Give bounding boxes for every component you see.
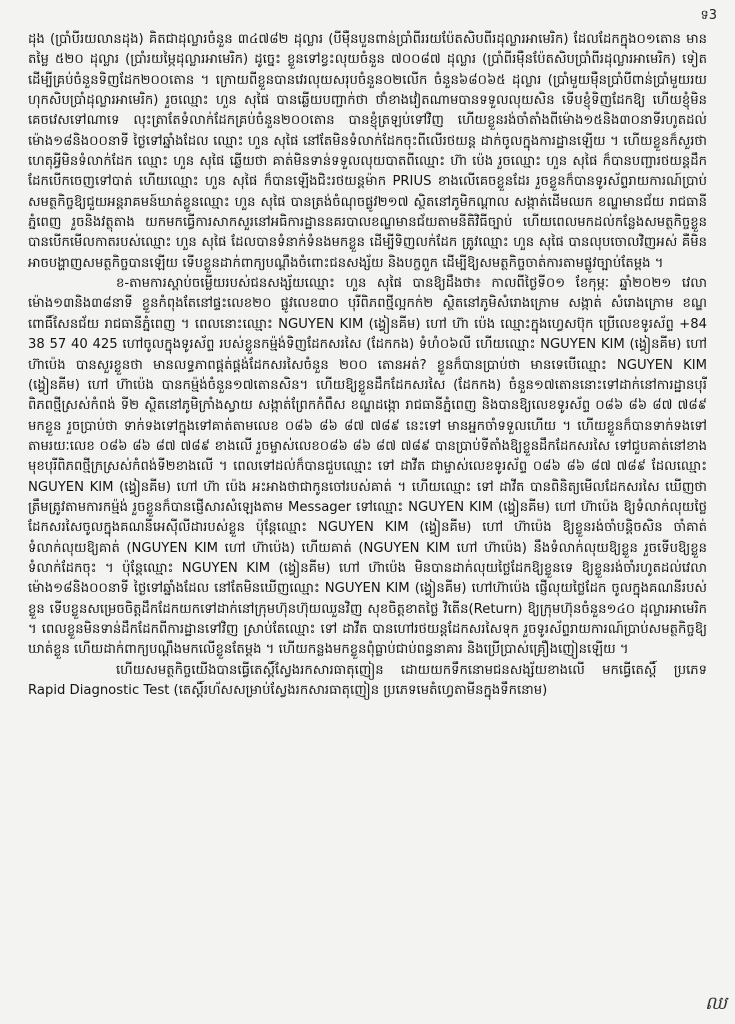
handwritten-initials: ឈ [705, 993, 727, 1014]
paragraph-continued-account: ដុង (ប្រាំបីរយលានដុង) គិតជាដុល្លារចំនួន ៣៤៧៨២ ដុល្លារ (បីម៉ឺនបួនពាន់ប្រាំពីររយប៉ែតសិបពីរដុល្លារអាមេរិក) ដែលដែកក្នុង០១តោន មានតម្លៃ ៥២០ ដុល្លារ (ប្រាំរយម្ភៃដុល្លារអាមេរិក) ដូច្នេះ ខ្លួនទៅខ្វះលុយចំនួន ៧០០៨៧ ដុល្លារ (ប្រាំពីរម៉ឺនប៉ែតសិបប្រាំពីរដុល្លារអាមេរិក) ទៀត ដើម្បីគ្រប់ចំនួនទិញដែក២០០តោន ។ ក្រោយពីខ្លួនបានវេរលុយសរុបចំនួន០២លើក ចំនួន៦៨០៦៥ ដុល្លារ (ប្រាំមួយម៉ឺនប្រាំបីពាន់ប្រាំមួយរយហុកសិបប្រាំដុល្លារអាមេរិក) រួចឈ្មោះ ហួន សុផៃ បានឆ្លើយបញ្ជាក់ថា ថាំខាងវៀតណាមបានទទួលលុយសិន ទើបខ្ញុំទិញដែកឱ្យ ហើយខ្ញុំមិនគេចវេសទៅណាទេ លុះត្រាតែទំលាក់ដែកគ្រប់ចំនួន២០០តោន បានខ្ញុំត្រឡប់ទៅវិញ ហើយខ្លួនរង់ចាំតាំងពីម៉ោង១៥និង៣០នាទីរហូតដល់ម៉ោង១៨និង០០នាទី ថ្ងៃទៅឆ្នាំងដែល ឈ្មោះ ហួន សុផៃ នៅតែមិនទំលាក់ដែកចុះពីលើរថយន្ត ដាក់ចូលក្នុងការដ្ឋានឡើយ ។ ហើយខ្លួនក៏សួរថា ហេតុអ្វីមិនទំលាក់ដែក ឈ្មោះ ហួន សុផៃ ឆ្លើយថា គាត់មិនទាន់ទទួលលុយបាតពីឈ្មោះ ហ៊ា ប៉េង រួចឈ្មោះ ហួន សុផៃ ក៏បានបញ្ជារថយន្តដឹកដែកបើកចេញទៅបាត់ ហើយឈ្មោះ ហួន សុផៃ ក៏បានឡើងជិះរថយន្តម៉ាក PRIUS ខាងលើគេចខ្លួនដែរ រួចខ្លួនក៏បានទូរស័ព្ទរាយការណ៍ប្រាប់សមត្ថកិច្ចឱ្យជួយអន្តរាគមន៍ឃាត់ខ្លួនឈ្មោះ ហួន សុផៃ បានត្រង់ចំណុចផ្លូវ២១៧ ស្ថិតនៅភូមិកណ្ដាល សង្កាត់ដើមឈក ខណ្ឌមានជ័យ រាជធានីភ្នំពេញ រួចនិងវត្ថុតាង យកមកធ្វើការសាកសួរនៅអធិការដ្ឋាននគរបាលខណ្ឌមានជ័យតាមនីតិវិធីច្បាប់ ហើយពេលមកដល់កន្លែងសមត្ថកិច្ចខ្លួនបានបើកមើលកាតរបស់ឈ្មោះ ហួន សុផៃ ដែលបានទំនាក់ទំនងមកខ្លួន ដើម្បីទិញលក់ដែក ត្រូវឈ្មោះ ហួន សុផៃ បានលុបចោលវិញអស់ គឺមិនអាចបង្ហាញសមត្ថកិច្ចបានឡើយ ទើបខ្លួនដាក់ពាក្យបណ្ដឹងចំពោះជនសង្ស័យ និងបក្ខពួក ដើម្បីឱ្យសមត្ថកិច្ចចាត់ការតាមផ្លូវច្បាប់តែម្ដង ។ [28, 32, 708, 271]
paragraph-drug-test: ហើយសមត្ថកិច្ចយើងបានធ្វើតេស្តិ៍ស្វែងរកសារធាតុញៀន ដោយយកទឹកនោមជនសង្ស័យខាងលើ មកធ្វើតេស្តិ៍ ប្រភេទ Rapid Diagnostic Test (តេស្តិ៍រហ័សសម្រាប់ស្វែងរកសារធាតុញៀន ប្រភេទមេតំហ្វេតាមីនក្នុងទឹកនោម) [28, 662, 707, 698]
page-number: ទ3 [700, 8, 717, 23]
document-body [28, 30, 707, 701]
paragraph-suspect-statement: ខ-តាមការស្ដាប់ចម្លើយរបស់ជនសង្ស័យឈ្មោះ ហួន សុផៃ បានឱ្យដឹងថា៖ កាលពីថ្ងៃទី០១ ខែកុម្ភៈ ឆ្នាំ២០២១ វេលាម៉ោង១៣និង៣៨នាទី ខ្លួនកំពុងតែនៅផ្ទះលេខ២០ ផ្លូវលេខ៣០ បុរីពិភពថ្មីល្អកក់២ ស្ថិតនៅភូមិសំរោងក្រោម សង្កាត់ សំរោងក្រោម ខណ្ឌពោធិ៍សែនជ័យ រាជធានីភ្នំពេញ ។ ពេលនោះឈ្មោះ NGUYEN KIM (ង្វៀនគីម) ហៅ ហ៊ា ប៉េង ឈ្មោះក្នុងហ្វេសប៊ុក ប្រើលេខទូរស័ព្ទ +84 38 57 40 425 ហៅចូលក្នុងទូរស័ព្ទ របស់ខ្លួនកម្ម៉ង់ទិញដែកសរសៃ (ដែកកង) ទំហំ០៦លី ហើយឈ្មោះ NGUYEN KIM (ង្វៀនគីម) ហៅ ហ៊ាប៉េង បានសួរខ្លួនថា មានលទ្ធភាពផ្គត់ផ្គង់ដែកសរសៃចំនួន ២០០ តោនអត់? ខ្លួនក៏បានប្រាប់ថា មានទេបើឈ្មោះ NGUYEN KIM (ង្វៀនគីម) ហៅ ហ៊ាប៉េង បានកម្ម៉ង់ចំនួន១៧តោនសិន។ ហើយឱ្យខ្លួនដឹកដែកសរសៃ (ដែកកង) ចំនួន១៧តោននោះទៅដាក់នៅការដ្ឋានបុរីពិភពថ្មីស្រស់កំពង់ ទី២ ស្ថិតនៅភូមិក្រាំងស្វាយ សង្កាត់ព្រែកកំពឹស ខណ្ឌដង្កោ រាជធានីភ្នំពេញ និងបានឱ្យលេខទូរស័ព្ទ ០៨៦ ៨៦ ៨៧ ៧៨៩ មកខ្លួន រួចប្រាប់ថា ទាក់ទងទៅក្នុងទៅគាត់តាមលេខ ០៨៦ ៨៦ ៨៧ ៧៨៩ នេះទៅ មានអ្នកចាំទទួលហើយ ។ ហើយខ្លួនក៏បានទាក់ទងទៅតាមរយៈលេខ ០៨៦ ៨៦ ៨៧ ៧៨៩ ខាងលើ រួចម្ចាស់លេខ០៨៦ ៨៦ ៨៧ ៧៨៩ បានប្រាប់ទីតាំងឱ្យខ្លួនដឹកដែកសរសៃ ទៅជួបគាត់នៅខាងមុខបុរីពិភពថ្មីក្រស្រស់កំពង់ទី២ខាងលើ ។ ពេលទៅដល់ក៏បានជួបឈ្មោះ ទៅ ដាវីត ជាម្ចាស់លេខទូរស័ព្ទ ០៨៦ ៨៦ ៨៧ ៧៨៩ ដែលឈ្មោះ NGUYEN KIM (ង្វៀនគីម) ហៅ ហ៊ា ប៉េង អះអាងថាជាកូនចៅរបស់គាត់ ។ ហើយឈ្មោះ ទៅ ដាវីត បានពិនិត្យមើលដែកសរសៃ ឃើញថាត្រឹមត្រូវតាមការកម្ម៉ង់ រួចខ្លួនក៏បានផ្ញើសារសំឡេងតាម Messager ទៅឈ្មោះ NGUYEN KIM (ង្វៀនគីម) ហៅ ហ៊ាប៉េង ឱ្យទំលាក់លុយថ្លៃដែកសរសៃចូលក្នុងគណនីអេស៊ីលីដារបស់ខ្លួន ប៉ុន្តែឈ្មោះ NGUYEN KIM (ង្វៀនគីម) ហៅ ហ៊ាប៉េង ឱ្យខ្លួនរង់ចាំបន្តិចសិន ចាំគាត់ទំលាក់លុយឱ្យគាត់ (NGUYEN KIM ហៅ ហ៊ាប៉េង) ហើយគាត់ (NGUYEN KIM ហៅ ហ៊ាប៉េង) នឹងទំលាក់លុយឱ្យខ្លួន រួចទើបឱ្យខ្លួនទំលាក់ដែកចុះ ។ ប៉ុន្តែឈ្មោះ NGUYEN KIM (ង្វៀនគីម) ហៅ ហ៊ាប៉េង មិនបានដាក់លុយថ្លៃដែកឱ្យខ្លួនទេ ឱ្យខ្លួនរង់ចាំរហូតដល់វេលាម៉ោង១៨និង០០នាទី ថ្ងៃទៅឆ្នាំងដែល នៅតែមិនឃើញឈ្មោះ NGUYEN KIM (ង្វៀនគីម) ហៅហ៊ាប៉េង ផ្ញើលុយថ្លៃដែក ចូលក្នុងគណនីរបស់ខ្លួន ទើបខ្លួនសម្រេចចិត្តដឹកដែកយកទៅដាក់នៅក្រុមហ៊ុនហ៊ុយឈួនវិញ សុខចិត្តខាតថ្លៃ វិតើន(Return) ឱ្យក្រុមហ៊ុនចំនួន១៤០ ដុល្លារអាមេរិក ។ ពេលខ្លួនមិនទាន់ដឹកដែកពីការដ្ឋានទៅវិញ ស្រាប់តែឈ្មោះ ទៅ ដាវីត បានហៅរថយន្តដែកសរសៃទុក រួចទូរស័ព្ទរាយការណ៍ប្រាប់សមត្ថកិច្ចឱ្យឃាត់ខ្លួន ហើយដាក់ពាក្យបណ្ដឹងមកលើខ្លួនតែម្ដង ។ ហើយកន្លងមកខ្លួនពុំធ្លាប់ជាប់ពន្ធនាគារ និងប្រើប្រាស់គ្រឿងញៀនឡើយ ។ [28, 276, 707, 658]
